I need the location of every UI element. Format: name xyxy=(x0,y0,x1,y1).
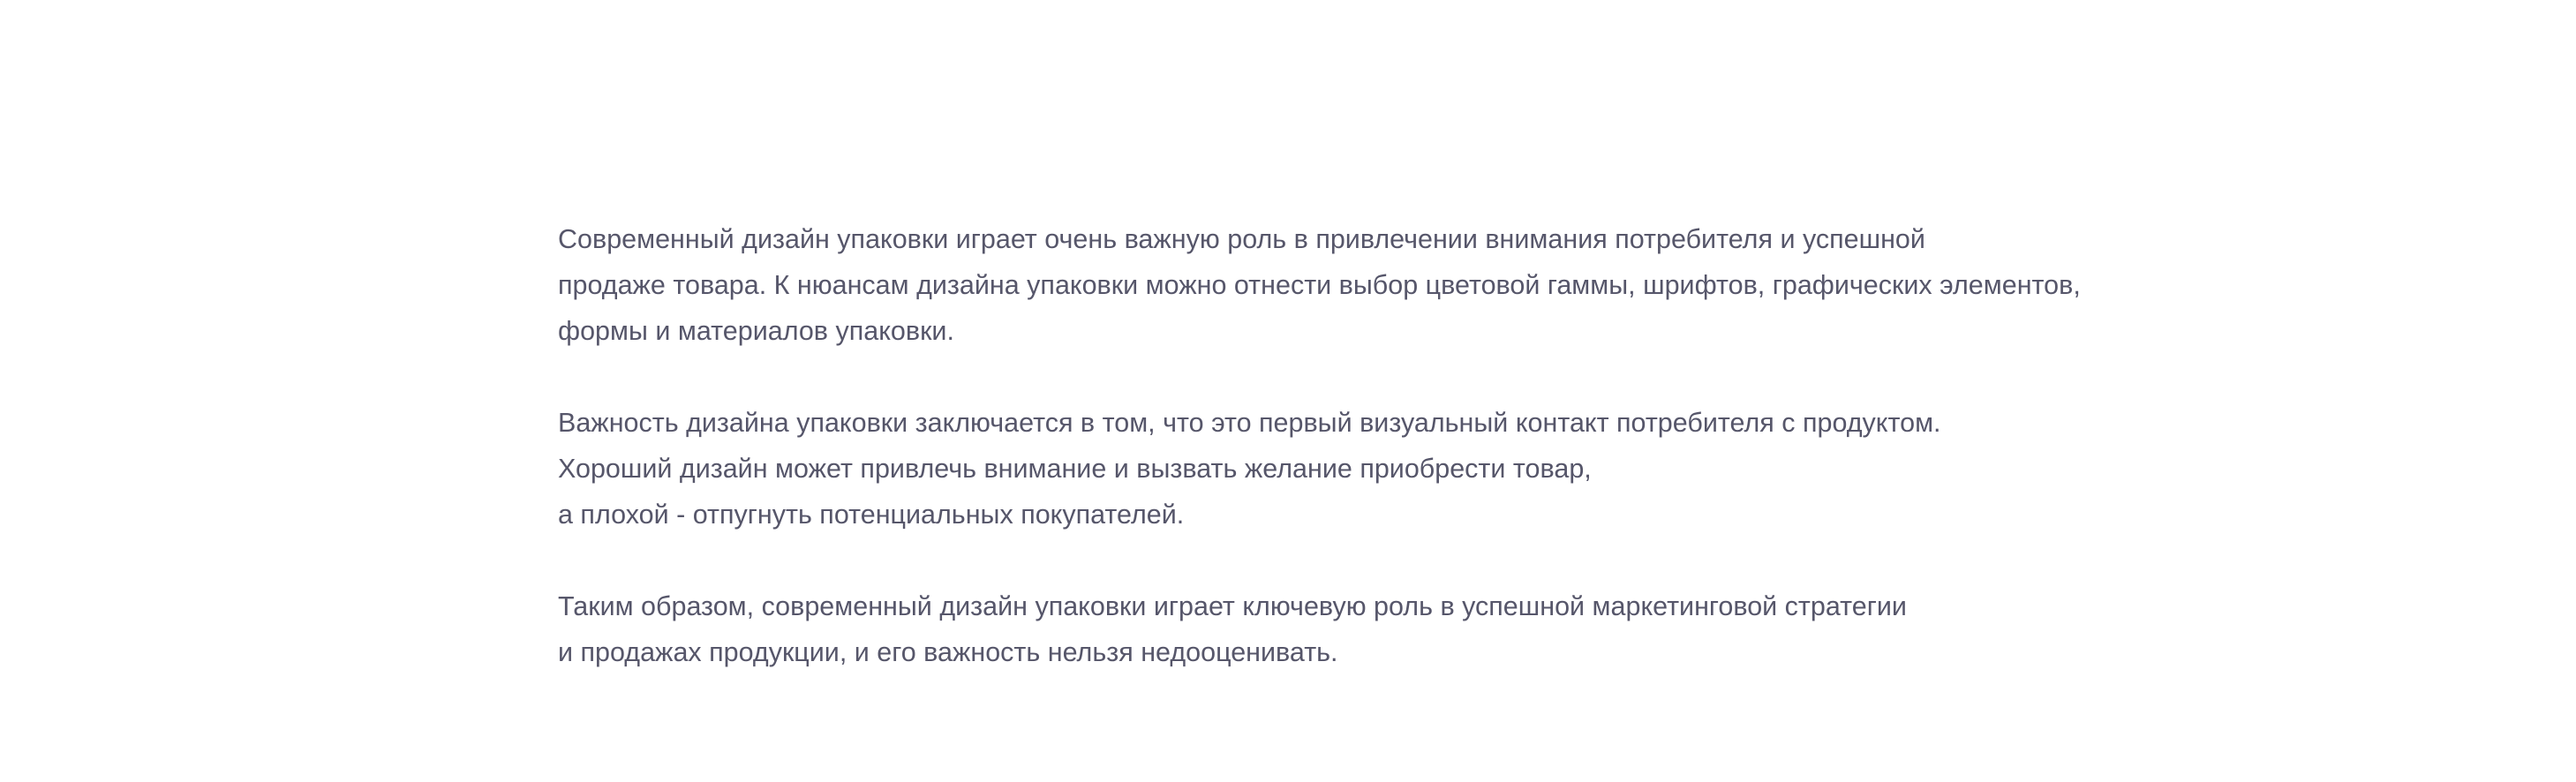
text-line: Современный дизайн упаковки играет очень важную роль в привлечении внимания потребителя и успешной xyxy=(558,224,1925,254)
text-line: формы и материалов упаковки. xyxy=(558,316,954,346)
text-line: Хороший дизайн может привлечь внимание и вызвать желание приобрести товар, xyxy=(558,454,1592,484)
text-line: а плохой - отпугнуть потенциальных покупателей. xyxy=(558,500,1185,530)
paragraph-conclusion xyxy=(558,583,2544,675)
text-line: и продажах продукции, и его важность нельзя недооценивать. xyxy=(558,637,1338,667)
paragraph-intro xyxy=(558,216,2544,354)
paragraph-importance xyxy=(558,400,2544,538)
text-line: продаже товара. К нюансам дизайна упаковки можно отнести выбор цветовой гаммы, шрифтов, графических элементов, xyxy=(558,270,2081,300)
article-text xyxy=(558,216,2544,675)
text-line: Важность дизайна упаковки заключается в том, что это первый визуальный контакт потребителя с продуктом. xyxy=(558,408,1941,438)
text-line: Таким образом, современный дизайн упаковки играет ключевую роль в успешной маркетинговой стратегии xyxy=(558,591,1907,621)
